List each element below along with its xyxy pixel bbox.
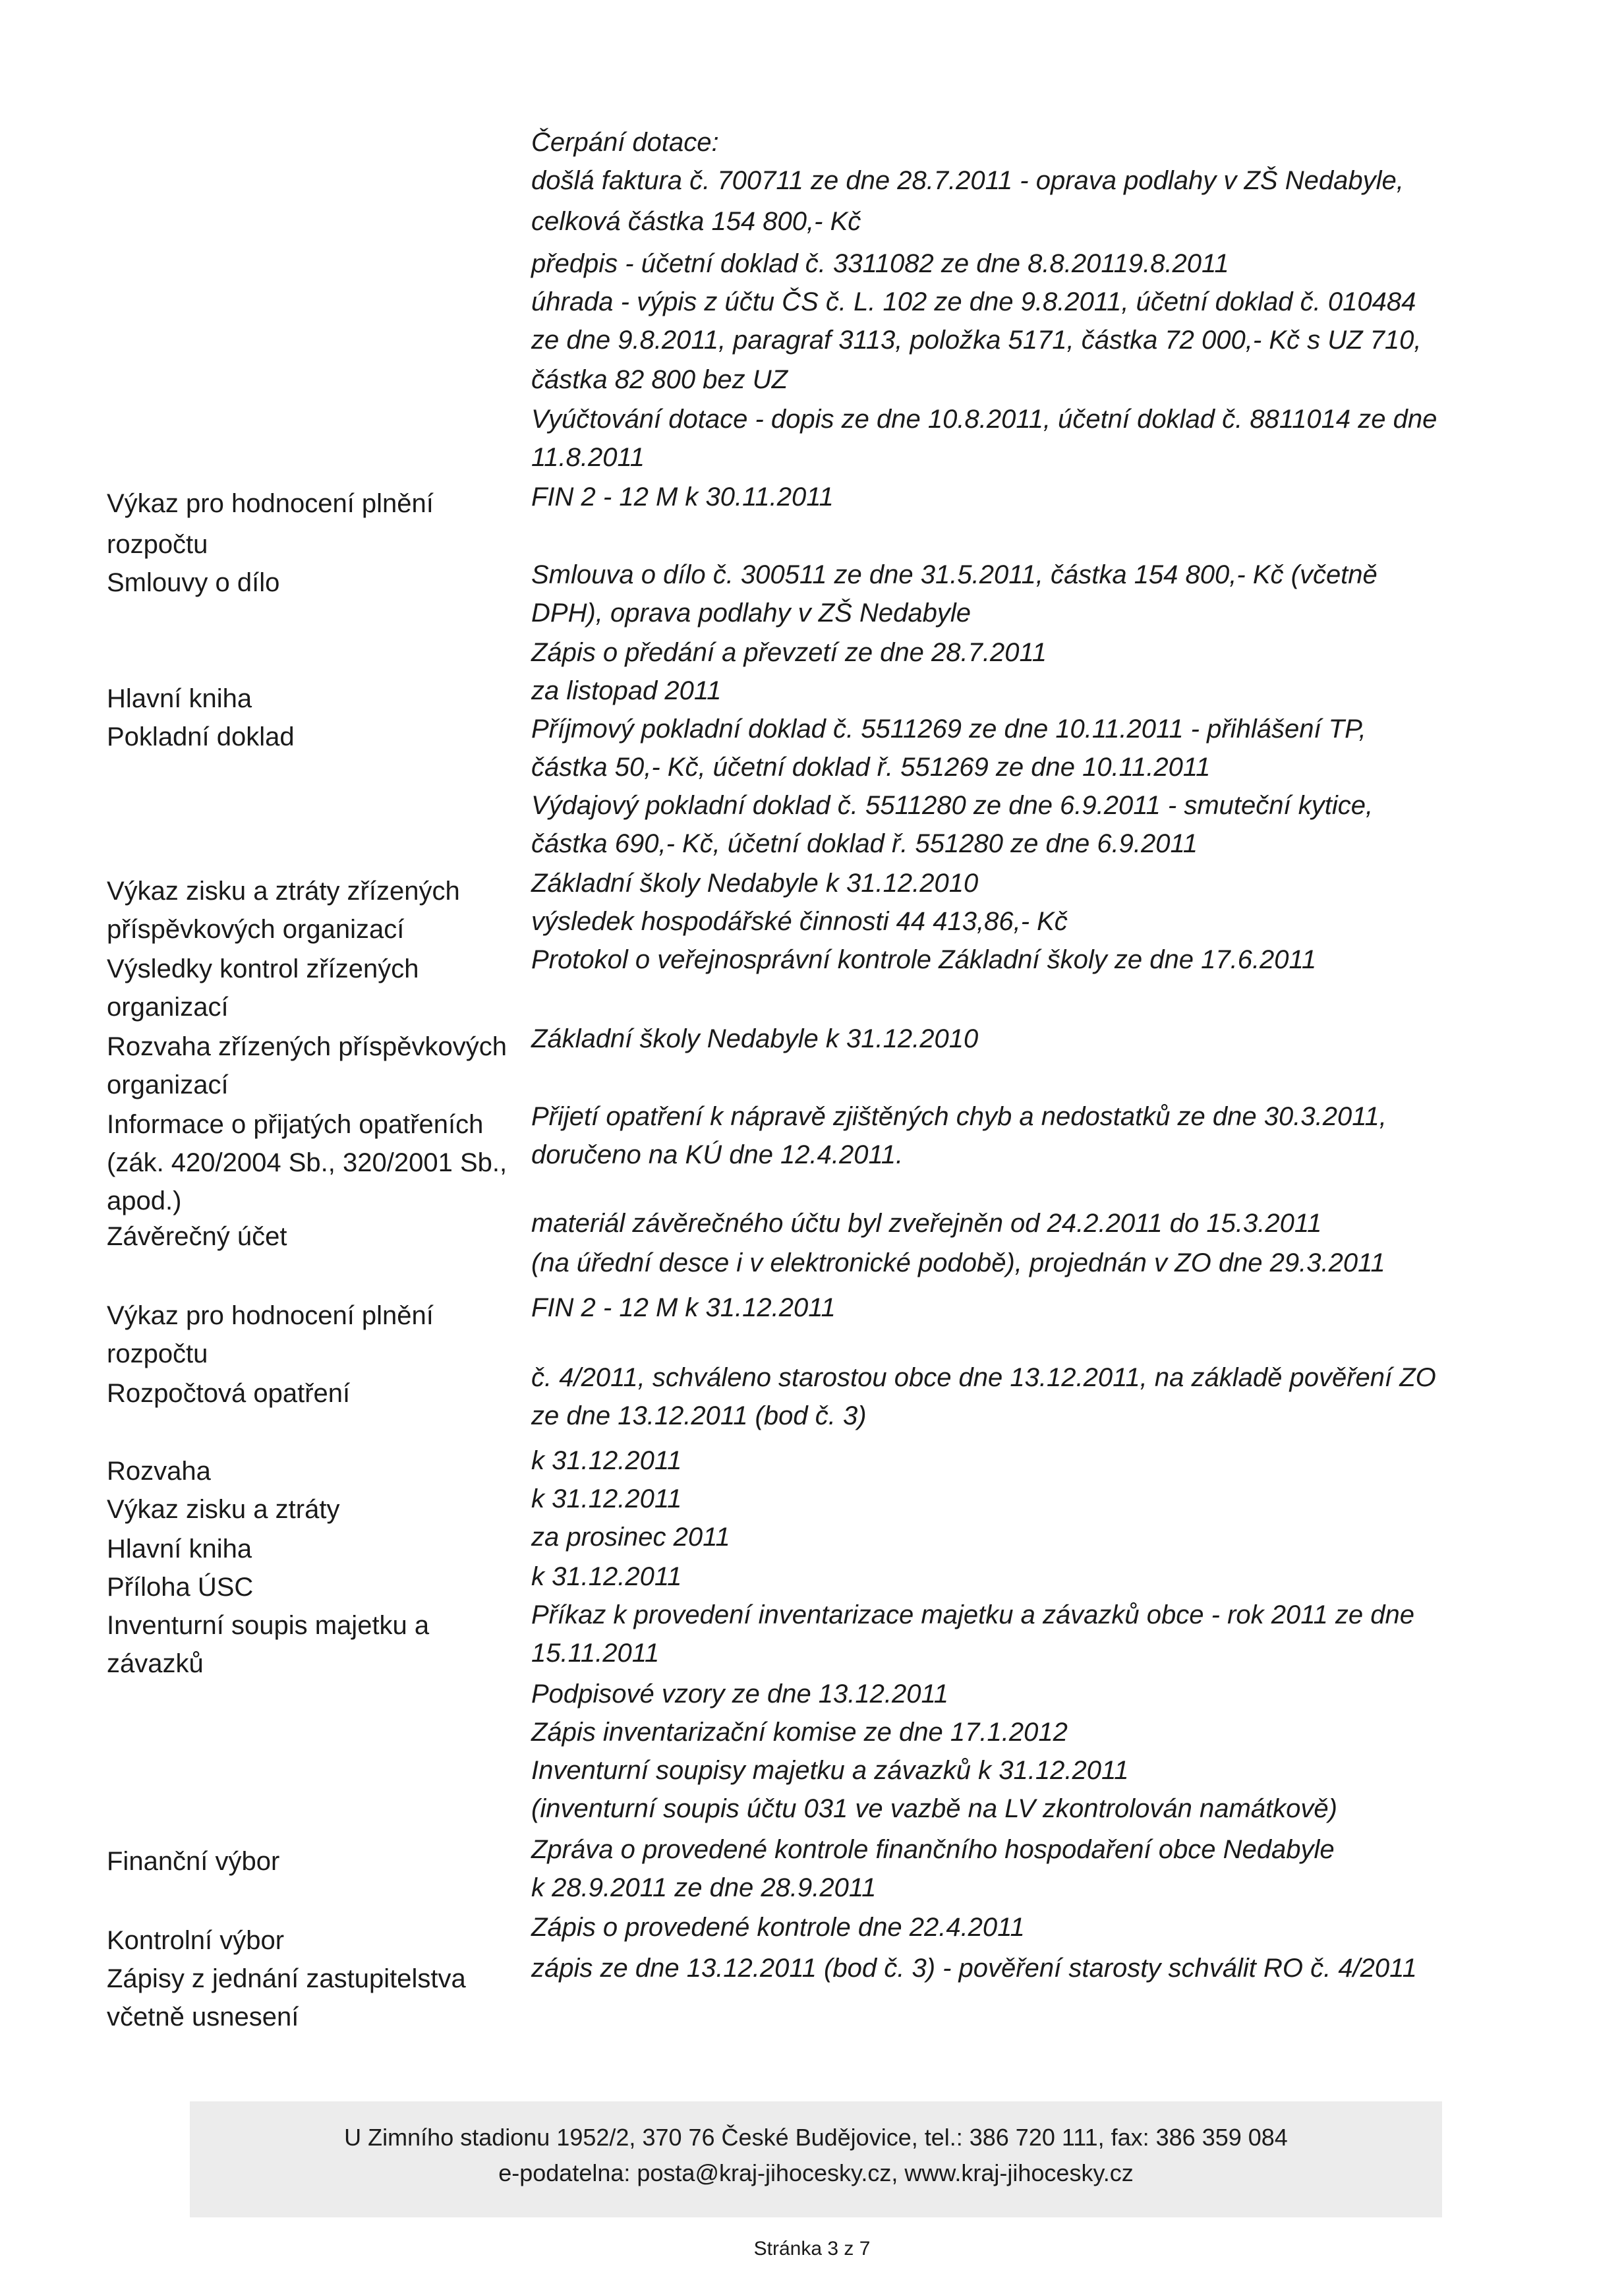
left-label: Rozvaha zřízených příspěvkových [107, 1032, 507, 1061]
text-line: zápis ze dne 13.12.2011 (bod č. 3) - pověření starosty schválit RO č. 4/2011 [531, 1954, 1417, 1983]
text-line: za prosinec 2011 [531, 1523, 730, 1552]
left-label: Hlavní kniha [107, 1534, 252, 1563]
left-label: Finanční výbor [107, 1847, 280, 1876]
footer-address: U Zimního stadionu 1952/2, 370 76 České Budějovice, tel.: 386 720 111, fax: 386 359 084 [344, 2124, 1288, 2151]
left-label: Pokladní doklad [107, 722, 295, 751]
left-label: příspěvkových organizací [107, 915, 405, 944]
text-line: k 31.12.2011 [531, 1484, 682, 1513]
text-line: Zápis o provedené kontrole dne 22.4.2011 [531, 1913, 1025, 1942]
text-line: Podpisové vzory ze dne 13.12.2011 [531, 1679, 949, 1708]
footer-contact: e-podatelna: posta@kraj-jihocesky.cz, www.kraj-jihocesky.cz [498, 2159, 1134, 2186]
text-line: Výdajový pokladní doklad č. 5511280 ze dne 6.9.2011 - smuteční kytice, [531, 791, 1374, 820]
text-line: (inventurní soupis účtu 031 ve vazbě na LV zkontrolován namátkově) [531, 1794, 1337, 1823]
left-label: Kontrolní výbor [107, 1926, 285, 1955]
text-line: předpis - účetní doklad č. 3311082 ze dne 8.8.20119.8.2011 [531, 249, 1229, 278]
text-line: ze dne 13.12.2011 (bod č. 3) [531, 1401, 867, 1430]
left-label: Výsledky kontrol zřízených [107, 954, 419, 983]
text-line: úhrada - výpis z účtu ČS č. L. 102 ze dne 9.8.2011, účetní doklad č. 010484 [531, 287, 1416, 316]
left-label: organizací [107, 1070, 229, 1099]
text-line: materiál závěrečného účtu byl zveřejněn od 24.2.2011 do 15.3.2011 [531, 1209, 1322, 1238]
left-label: Výkaz zisku a ztráty zřízených [107, 877, 460, 906]
text-line: 11.8.2011 [531, 443, 645, 472]
left-label: rozpočtu [107, 530, 208, 559]
text-line: částka 50,- Kč, účetní doklad ř. 551269 ze dne 10.11.2011 [531, 753, 1211, 782]
text-line: částka 82 800 bez UZ [531, 365, 788, 394]
left-label: Zápisy z jednání zastupitelstva [107, 1964, 466, 1993]
left-label: Smlouvy o dílo [107, 568, 280, 597]
left-label: organizací [107, 993, 229, 1022]
text-line: došlá faktura č. 700711 ze dne 28.7.2011 - oprava podlahy v ZŠ Nedabyle, [531, 166, 1404, 195]
text-line: (na úřední desce i v elektronické podobě), projednán v ZO dne 29.3.2011 [531, 1248, 1385, 1277]
text-line: částka 690,- Kč, účetní doklad ř. 551280 ze dne 6.9.2011 [531, 829, 1198, 858]
left-label: Rozpočtová opatření [107, 1379, 351, 1408]
left-label: apod.) [107, 1186, 182, 1215]
text-line: Zápis o předání a převzetí ze dne 28.7.2011 [531, 638, 1047, 667]
footer [190, 2101, 1442, 2217]
left-label: závazků [107, 1649, 204, 1678]
text-line: k 31.12.2011 [531, 1446, 682, 1475]
page-number: Stránka 3 z 7 [753, 2238, 871, 2260]
text-line: FIN 2 - 12 M k 31.12.2011 [531, 1293, 836, 1322]
left-label: Výkaz pro hodnocení plnění [107, 1301, 434, 1330]
text-line: č. 4/2011, schváleno starostou obce dne 13.12.2011, na základě pověření ZO [531, 1363, 1436, 1392]
left-label: Výkaz pro hodnocení plnění [107, 489, 434, 518]
left-label: (zák. 420/2004 Sb., 320/2001 Sb., [107, 1148, 508, 1177]
text-line: ze dne 9.8.2011, paragraf 3113, položka 5171, částka 72 000,- Kč s UZ 710, [531, 326, 1422, 355]
text-line: Základní školy Nedabyle k 31.12.2010 [531, 1024, 979, 1053]
text-line: DPH), oprava podlahy v ZŠ Nedabyle [531, 599, 971, 628]
text-line: FIN 2 - 12 M k 30.11.2011 [531, 482, 834, 511]
text-line: 15.11.2011 [531, 1639, 660, 1668]
text-line: doručeno na KÚ dne 12.4.2011. [531, 1140, 904, 1169]
text-line: Příjmový pokladní doklad č. 5511269 ze dne 10.11.2011 - přihlášení TP, [531, 715, 1366, 744]
left-label: Inventurní soupis majetku a [107, 1611, 430, 1640]
text-line: Protokol o veřejnosprávní kontrole Základní školy ze dne 17.6.2011 [531, 945, 1317, 974]
left-label: včetně usnesení [107, 2002, 299, 2031]
text-line: za listopad 2011 [531, 676, 722, 705]
text-line: Příkaz k provedení inventarizace majetku a závazků obce - rok 2011 ze dne [531, 1600, 1414, 1629]
text-line: Přijetí opatření k nápravě zjištěných chyb a nedostatků ze dne 30.3.2011, [531, 1102, 1387, 1131]
left-label: Hlavní kniha [107, 684, 252, 713]
text-line: k 31.12.2011 [531, 1562, 682, 1591]
text-line: Vyúčtování dotace - dopis ze dne 10.8.2011, účetní doklad č. 8811014 ze dne [531, 405, 1437, 434]
left-label: Výkaz zisku a ztráty [107, 1495, 340, 1524]
text-line: Inventurní soupisy majetku a závazků k 31.12.2011 [531, 1756, 1129, 1785]
left-label: Rozvaha [107, 1457, 211, 1486]
left-label: rozpočtu [107, 1339, 208, 1368]
text-line: celková částka 154 800,- Kč [531, 207, 861, 236]
text-line: Zápis inventarizační komise ze dne 17.1.2012 [531, 1718, 1068, 1747]
text-line: Smlouva o dílo č. 300511 ze dne 31.5.2011, částka 154 800,- Kč (včetně [531, 560, 1378, 589]
text-line: výsledek hospodářské činnosti 44 413,86,- Kč [531, 907, 1068, 936]
left-label: Závěrečný účet [107, 1222, 287, 1251]
left-label: Informace o přijatých opatřeních [107, 1110, 484, 1139]
left-label: Příloha ÚSC [107, 1573, 254, 1602]
text-line: k 28.9.2011 ze dne 28.9.2011 [531, 1873, 877, 1902]
text-line: Základní školy Nedabyle k 31.12.2010 [531, 869, 979, 898]
text-line: Zpráva o provedené kontrole finančního hospodaření obce Nedabyle [531, 1835, 1335, 1864]
text-line: Čerpání dotace: [531, 128, 719, 157]
